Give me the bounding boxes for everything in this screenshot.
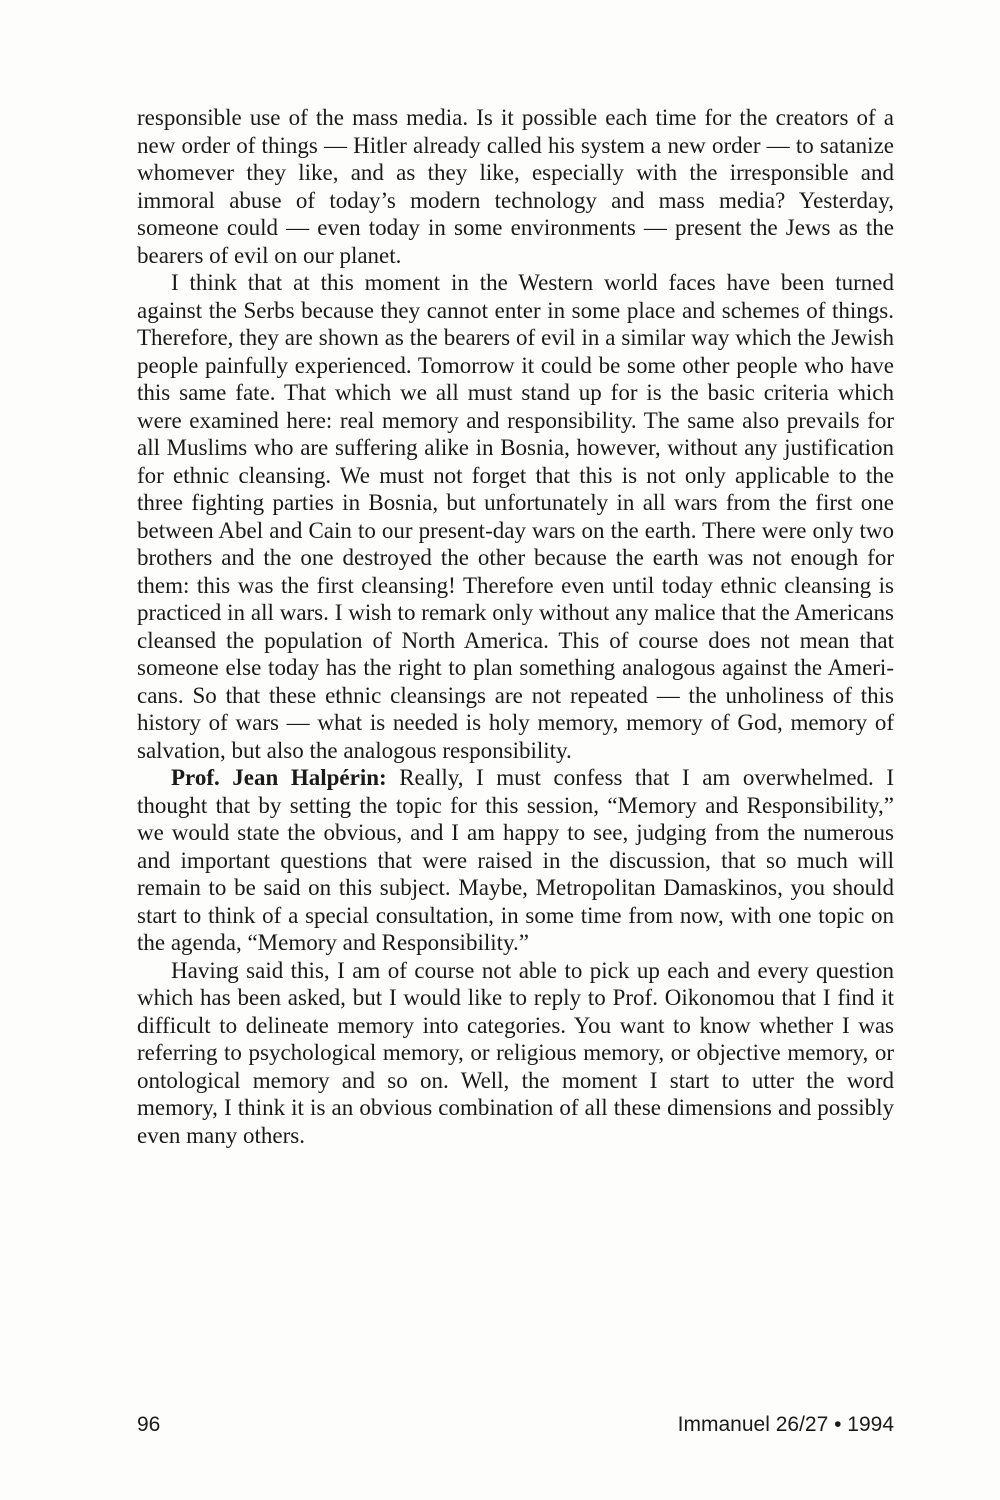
page-footer bbox=[137, 1413, 894, 1443]
paragraph-1 bbox=[137, 104, 894, 269]
page-number: 96 bbox=[137, 1413, 161, 1436]
journal-info: Immanuel 26/27 • 1994 bbox=[677, 1413, 894, 1436]
paragraph-text: Really, I must confess that I am overwhelmed. I thought that by setting the topic for this session, “Memory and Responsibility,” we would state the obvious, and I am happy to see, judging from the numerous and important questions that were raised in the discussion, that so much will remain to be said on this subject. Maybe, Metropolitan Damaskinos, you should start to think of a special consultation, in some time from now, with one topic on the agenda, “Memory and Responsibility.” bbox=[137, 765, 894, 955]
paragraph-3 bbox=[137, 764, 894, 957]
paragraph-text: I think that at this moment in the Western world faces have been turned against the Serbs because they cannot enter in some place and schemes of things. Therefore, they are shown as the bearers of evil in a similar way which the Jewish people painfully experienced. Tomorrow it could be some other people who have this same fate. That which we all must stand up for is the basic criteria which were examined here: real memory and responsibility. The same also prevails for all Muslims who are suffering alike in Bosnia, however, without any justification for ethnic cleansing. We must not forget that this is not only applicable to the three fighting parties in Bosnia, but unfortunately in all wars from the first one between Abel and Cain to our present-day wars on the earth. There were only two brothers and the one destroyed the other because the earth was not enough for them: this was the first cleansing! Therefore even until today ethnic cleansing is practiced in all wars. I wish to remark only without any malice that the Americans cleansed the population of North America. This of course does not mean that someone else today has the right to plan something analogous against the Americans. So that these ethnic cleansings are not repeated — the unholiness of this history of wars — what is needed is holy memory, memory of God, memory of salvation, but also the analogous responsibility. bbox=[137, 270, 894, 763]
paragraph-4 bbox=[137, 957, 894, 1150]
speaker-name: Prof. Jean Halpérin: bbox=[171, 765, 387, 790]
paragraph-2 bbox=[137, 269, 894, 764]
paragraph-text: Having said this, I am of course not able to pick up each and every question which has been asked, but I would like to reply to Prof. Oikonomou that I find it difficult to delineate memory into categories. You want to know whether I was referring to psychological memory, or religious memory, or objective memory, or ontological memory and so on. Well, the moment I start to utter the word memory, I think it is an obvious combination of all these dimensions and possibly even many others. bbox=[137, 957, 894, 1148]
paragraph-text: responsible use of the mass media. Is it possible each time for the creators of a new order of things — Hitler already called his system a new order — to satanize whomever they like, and as they like, especially with the irresponsible and immoral abuse of today’s modern technology and mass media? Yesterday, someone could — even today in some environments — present the Jews as the bearers of evil on our planet. bbox=[137, 105, 894, 268]
body-text bbox=[137, 104, 894, 1149]
